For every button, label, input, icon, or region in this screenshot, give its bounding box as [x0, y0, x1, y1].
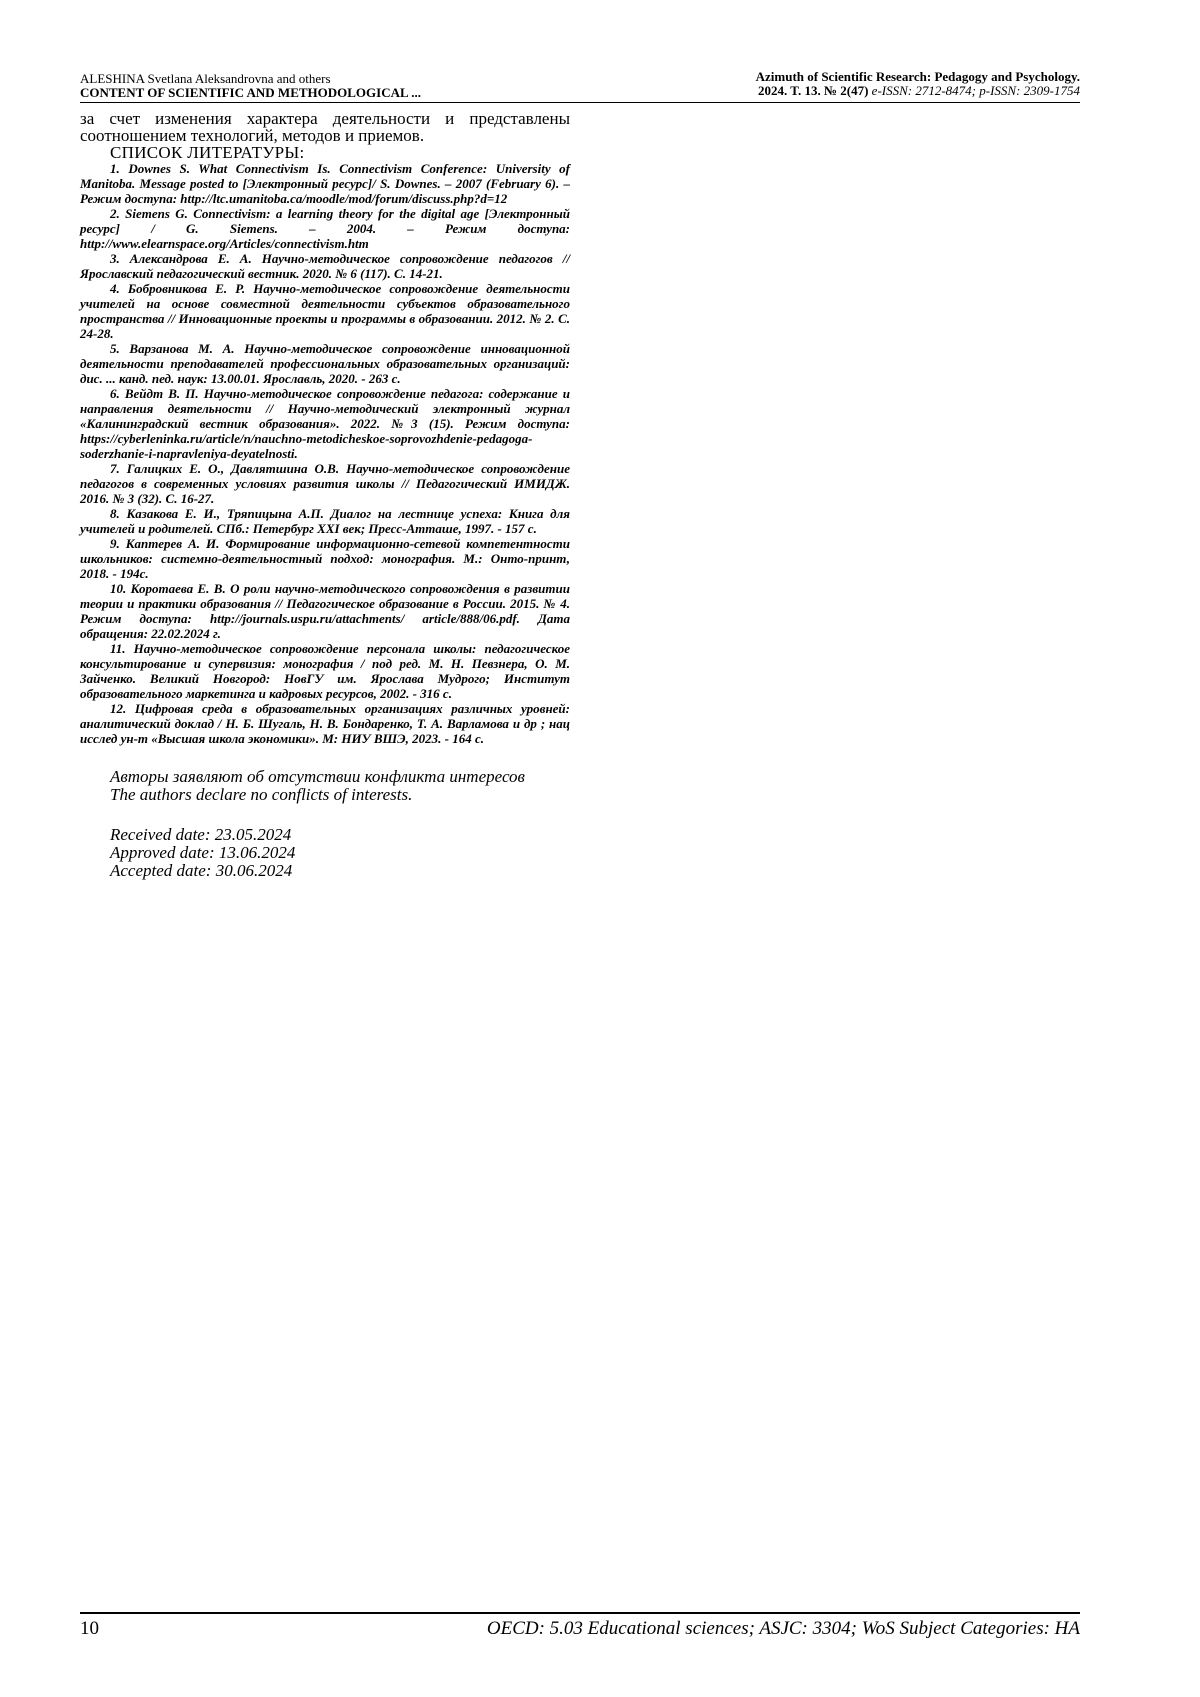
- conflict-declarations: [80, 768, 570, 804]
- publication-dates: [80, 826, 570, 880]
- reference-item: 5. Варзанова М. А. Научно-методическое сопровождение инновационной деятельности преподавателей профессиональных образовательных организаций: дис. ... канд. пед. наук: 13.00.01. Ярославль, 2020. - 263 с.: [80, 341, 570, 386]
- header-issn: e-ISSN: 2712-8474; p-ISSN: 2309-1754: [868, 83, 1080, 98]
- reference-item: 1. Downes S. What Connectivism Is. Connectivism Conference: University of Manitoba. Message posted to [Электронный ресурс]/ S. Downes. – 2007 (February 6). – Режим доступа: http://ltc.umanitoba.ca/moodle/mod/forum/discuss.php?d=12: [80, 161, 570, 206]
- reference-item: 6. Вейдт В. П. Научно-методическое сопровождение педагога: содержание и направления деятельности // Научно-методический электронный журнал «Калининградский вестник образования». 2022. №3 (15). Режим доступа: https://cyberleninka.ru/article/n/nauchno-metodicheskoe-soprovozhdenie-pedagoga-soderzhanie-i-napravleniya-deyatelnosti.: [80, 386, 570, 461]
- page-number: 10: [80, 1618, 99, 1639]
- reference-item: 4. Бобровникова Е. Р. Научно-методическое сопровождение деятельности учителей на основе совместной деятельности субъектов образовательного пространства // Инновационные проекты и программы в образовании. 2012. № 2. С. 24-28.: [80, 281, 570, 341]
- reference-item: 2. Siemens G. Connectivism: a learning theory for the digital age [Электронный ресурс] / G. Siemens. – 2004. – Режим доступа: http://www.elearnspace.org/Articles/connectivism.htm: [80, 206, 570, 251]
- reference-item: 11. Научно-методическое сопровождение персонала школы: педагогическое консультирование и супервизия: монография / под ред. М. Н. Певзнера, О. М. Зайченко. Великий Новгород: НовГУ им. Ярослава Мудрого; Институт образовательного маркетинга и кадровых ресурсов, 2002. - 316 с.: [80, 641, 570, 701]
- reference-item: 3. Александрова Е. А. Научно-методическое сопровождение педагогов // Ярославский педагогический вестник. 2020. № 6 (117). С. 14-21.: [80, 251, 570, 281]
- reference-item: 10. Коротаева Е. В. О роли научно-методического сопровождения в развитии теории и практики образования // Педагогическое образование в России. 2015. № 4. Режим доступа: http://journals.uspu.ru/attachments/ article/888/06.pdf. Дата обращения: 22.02.2024 г.: [80, 581, 570, 641]
- running-header-right: [640, 70, 1080, 98]
- conflict-statement-english: The authors declare no conflicts of interests.: [110, 785, 413, 804]
- conflict-statement-russian: Авторы заявляют об отсутствии конфликта интересов: [110, 767, 525, 786]
- approved-date: Approved date: 13.06.2024: [110, 843, 296, 862]
- main-column: [80, 110, 570, 880]
- header-issue-line: [640, 84, 1080, 98]
- reference-item: 7. Галицких Е. О., Давлятшина О.В. Научно-методическое сопровождение педагогов в современных условиях развития школы // Педагогический ИМИДЖ. 2016. № 3 (32). С. 16-27.: [80, 461, 570, 506]
- references-heading: СПИСОК ЛИТЕРАТУРЫ:: [110, 143, 305, 162]
- header-article-title: CONTENT OF SCIENTIFIC AND METHODOLOGICAL ...: [80, 85, 421, 100]
- footer-divider: [80, 1612, 1080, 1614]
- header-journal-name: Azimuth of Scientific Research: Pedagogy and Psychology.: [755, 69, 1080, 84]
- references-list: [80, 161, 570, 746]
- reference-item: 9. Каптерев А. И. Формирование информационно-сетевой компетентности школьников: системно-деятельностный подход: монография. М.: Онто-принт, 2018. - 194с.: [80, 536, 570, 581]
- running-header-left: [80, 72, 580, 100]
- reference-item: 12. Цифровая среда в образовательных организациях различных уровней: аналитический доклад / Н. Б. Шугаль, Н. В. Бондаренко, Т. А. Варламова и др ; нац исслед ун-т «Высшая школа экономики». М: НИУ ВШЭ, 2023. - 164 с.: [80, 701, 570, 746]
- header-divider: [80, 102, 1080, 103]
- header-authors: ALESHINA Svetlana Aleksandrovna and others: [80, 71, 331, 86]
- header-issue: 2024. T. 13. № 2(47): [757, 83, 869, 98]
- closing-paragraph: за счет изменения характера деятельности и представлены соотношением технологий, методов и приемов.: [80, 109, 570, 145]
- accepted-date: Accepted date: 30.06.2024: [110, 861, 293, 880]
- footer-classification: OECD: 5.03 Educational sciences; ASJC: 3304; WoS Subject Categories: HA: [486, 1618, 1080, 1639]
- received-date: Received date: 23.05.2024: [110, 825, 292, 844]
- reference-item: 8. Казакова Е. И., Тряпицына А.П. Диалог на лестнице успеха: Книга для учителей и родителей. СПб.: Петербург XXI век; Пресс-Атташе, 1997. - 157 с.: [80, 506, 570, 536]
